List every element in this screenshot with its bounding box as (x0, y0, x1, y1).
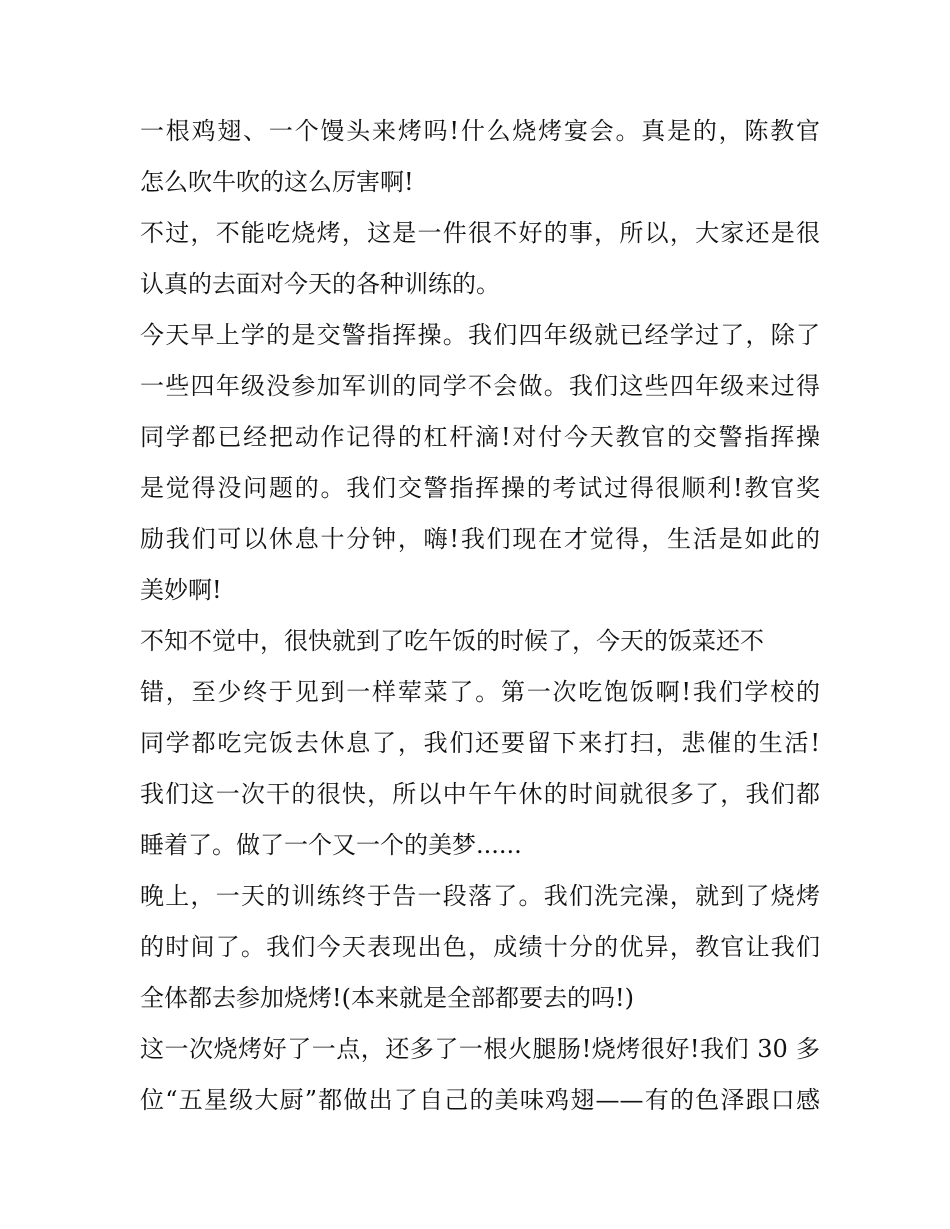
body-text (140, 106, 820, 1126)
text-line: 是觉得没问题的。我们交警指挥操的考试过得很顺利!教官奖 (140, 474, 820, 502)
text-line: 怎么吹牛吹的这么厉害啊! (140, 168, 414, 196)
text-line: 错，至少终于见到一样荤菜了。第一次吃饱饭啊!我们学校的 (140, 678, 820, 706)
text-line: 美妙啊! (140, 576, 222, 604)
text-line: 位“五星级大厨”都做出了自己的美味鸡翅——有的色泽跟口感 (140, 1086, 820, 1114)
text-line: 认真的去面对今天的各种训练的。 (140, 270, 500, 298)
text-line: 睡着了。做了一个又一个的美梦...... (140, 831, 522, 859)
text-line: 励我们可以休息十分钟，嗨!我们现在才觉得，生活是如此的 (140, 525, 820, 553)
text-line: 今天早上学的是交警指挥操。我们四年级就已经学过了，除了 (140, 321, 820, 349)
text-line: 同学都已经把动作记得的杠杆滴!对付今天教官的交警指挥操 (140, 423, 820, 451)
text-line: 不过，不能吃烧烤，这是一件很不好的事，所以，大家还是很 (140, 219, 820, 247)
text-line: 晚上，一天的训练终于告一段落了。我们洗完澡，就到了烧烤 (140, 882, 820, 910)
text-line: 一根鸡翅、一个馒头来烤吗!什么烧烤宴会。真是的，陈教官 (140, 117, 820, 145)
text-line: 一些四年级没参加军训的同学不会做。我们这些四年级来过得 (140, 372, 820, 400)
text-line: 我们这一次干的很快，所以中午午休的时间就很多了，我们都 (140, 780, 820, 808)
text-line: 全体都去参加烧烤!(本来就是全部都要去的吗!) (140, 984, 635, 1012)
text-line: 同学都吃完饭去休息了，我们还要留下来打扫，悲催的生活! (140, 729, 820, 757)
text-line: 的时间了。我们今天表现出色，成绩十分的优异，教官让我们 (140, 933, 820, 961)
text-line: 这一次烧烤好了一点，还多了一根火腿肠!烧烤很好!我们 30 多 (140, 1035, 820, 1063)
text-line: 不知不觉中，很快就到了吃午饭的时候了，今天的饭菜还不 (140, 627, 764, 655)
